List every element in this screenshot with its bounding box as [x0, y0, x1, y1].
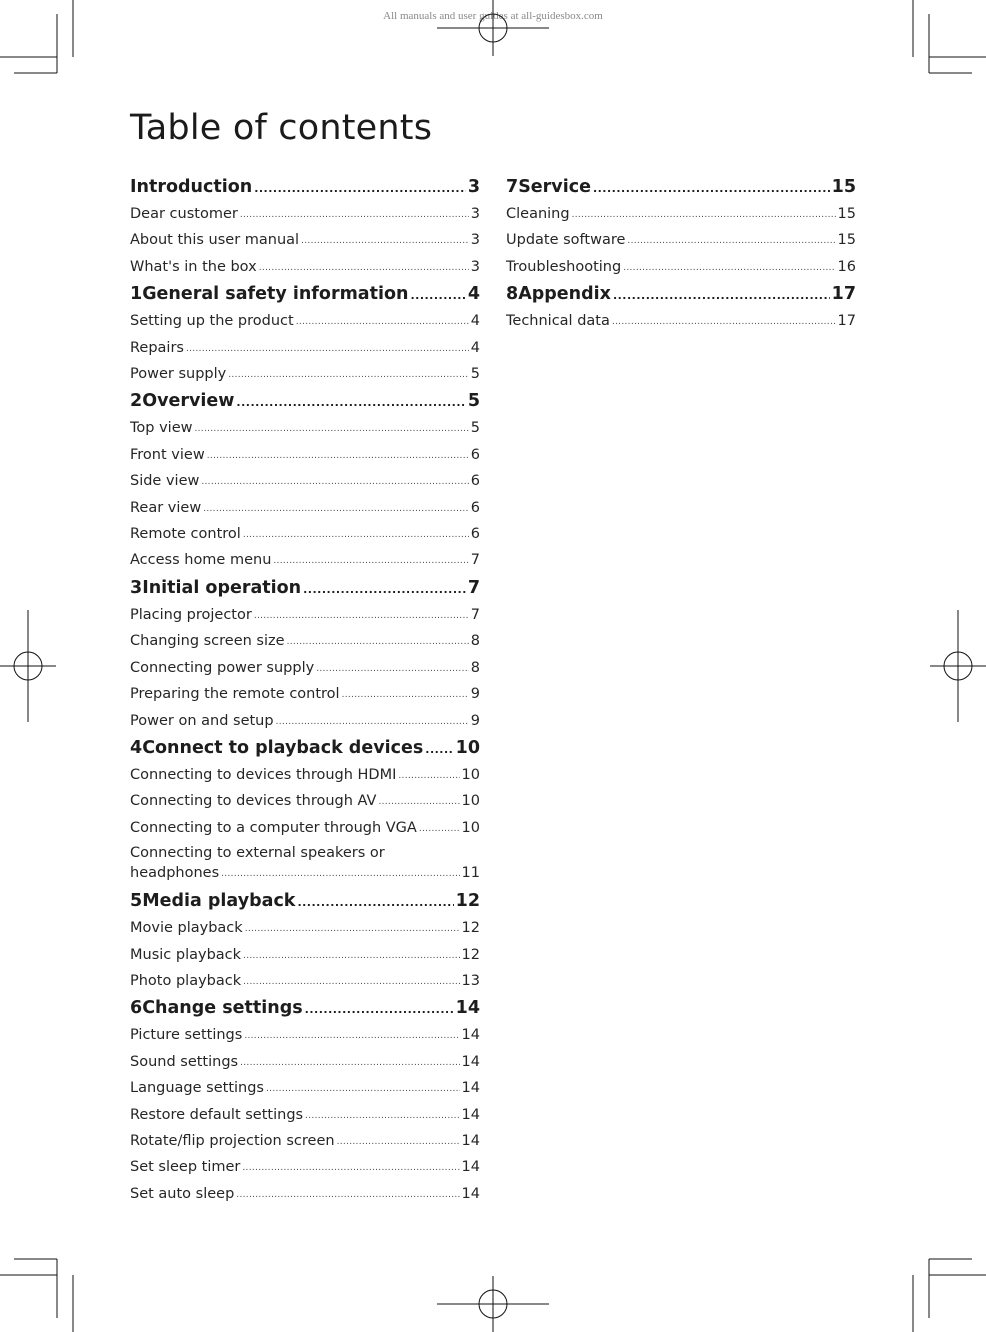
toc-page-number: 10 [455, 737, 480, 758]
dot-leader [342, 683, 469, 707]
section-number: 7 [506, 177, 519, 197]
dot-leader [337, 1130, 460, 1154]
toc-page-number: 10 [461, 793, 480, 810]
dot-leader [186, 337, 469, 361]
dot-leader [613, 283, 830, 309]
toc-entry-label: Cleaning [506, 206, 570, 222]
toc-right-column [506, 174, 856, 336]
toc-page-number: 3 [470, 206, 480, 222]
toc-entry-label: Power on and setup [130, 712, 274, 729]
toc-page-number: 4 [470, 339, 480, 356]
toc-entry-label: What's in the box [130, 258, 257, 275]
toc-page-number: 15 [831, 177, 856, 197]
toc-entry-label: Setting up the product [130, 313, 294, 330]
toc-entry-label: Restore default settings [130, 1106, 304, 1123]
toc-entry-label: Music playback [130, 946, 242, 963]
toc-entry-label: Troubleshooting [506, 258, 622, 275]
toc-entry-label-continued: headphones [130, 864, 220, 881]
toc-page-number: 8 [470, 633, 480, 650]
dot-leader [243, 970, 459, 994]
toc-page-number: 14 [461, 1185, 480, 1202]
toc-entry-label: Remote control [130, 526, 241, 543]
toc-entry[interactable] [506, 309, 856, 335]
toc-page-number: 14 [461, 1132, 480, 1149]
toc-entry-label: Sound settings [130, 1053, 239, 1070]
toc-section-heading[interactable] [130, 174, 480, 202]
toc-entry[interactable] [130, 548, 480, 574]
dot-leader [243, 523, 469, 547]
dot-leader [305, 997, 454, 1023]
dot-leader [623, 256, 835, 280]
toc-entry-label: Technical data [506, 313, 610, 330]
dot-leader [201, 470, 468, 494]
toc-entry[interactable] [130, 969, 480, 995]
dot-leader [221, 865, 459, 885]
toc-entry-label: Placing projector [130, 606, 252, 623]
toc-section-label: Introduction [130, 177, 253, 197]
toc-page-number: 14 [455, 998, 480, 1019]
dot-leader [244, 1024, 459, 1048]
toc-entry[interactable] [130, 1182, 480, 1208]
toc-page-number: 4 [467, 284, 480, 305]
toc-page-number: 14 [461, 1027, 480, 1044]
toc-entry[interactable] [130, 228, 480, 254]
toc-page-number: 6 [470, 499, 480, 516]
toc-page-number: 5 [467, 391, 480, 412]
toc-page-number: 7 [470, 606, 480, 623]
dot-leader [259, 256, 469, 280]
toc-entry[interactable] [130, 522, 480, 548]
toc-entry-line [130, 864, 480, 886]
toc-section-label: Change settings [142, 998, 303, 1019]
toc-page-number: 9 [470, 712, 480, 729]
toc-entry-label: Language settings [130, 1080, 264, 1097]
toc-page-number: 11 [461, 864, 480, 881]
toc-section-heading[interactable] [130, 888, 480, 916]
toc-entry-label: Access home menu [130, 552, 272, 569]
toc-page-number: 6 [470, 526, 480, 543]
toc-entry[interactable] [506, 202, 856, 228]
toc-entry-label: Picture settings [130, 1027, 243, 1044]
toc-section-heading[interactable] [130, 575, 480, 603]
toc-page-number: 9 [470, 686, 480, 703]
toc-left-column [130, 174, 480, 1208]
dot-leader [296, 310, 469, 334]
toc-page-number: 3 [470, 258, 480, 275]
toc-entry-label: Preparing the remote control [130, 686, 340, 703]
dot-leader [276, 710, 469, 734]
toc-entry[interactable] [506, 228, 856, 254]
toc-section-label: Media playback [142, 891, 296, 912]
toc-page-number: 12 [461, 946, 480, 963]
toc-entry[interactable] [130, 916, 480, 942]
toc-section-heading[interactable] [130, 995, 480, 1023]
toc-entry-label: Set auto sleep [130, 1185, 235, 1202]
dot-leader [245, 917, 460, 941]
toc-page-number: 10 [461, 766, 480, 783]
toc-entry[interactable] [130, 416, 480, 442]
dot-leader [593, 176, 830, 202]
toc-entry-label: Connecting to external speakers or [130, 845, 385, 862]
dot-leader [305, 1104, 459, 1128]
toc-entry[interactable] [130, 255, 480, 281]
toc-entry[interactable] [130, 1050, 480, 1076]
toc-page-number: 17 [831, 284, 856, 305]
dot-leader [627, 229, 835, 253]
toc-page-number: 8 [470, 659, 480, 676]
section-number: 1 [130, 284, 143, 305]
toc-entry[interactable] [130, 629, 480, 655]
toc-page-number: 5 [470, 420, 480, 437]
section-number: 3 [130, 577, 143, 598]
toc-entry-label: Repairs [130, 339, 184, 356]
toc-page-number: 13 [461, 972, 480, 989]
toc-entry-label: About this user manual [130, 232, 300, 249]
dot-leader [207, 444, 469, 468]
toc-entry-label: Update software [506, 232, 626, 249]
dot-leader [236, 390, 465, 416]
toc-entry-label: Dear customer [130, 206, 238, 222]
dot-leader [228, 363, 469, 387]
toc-page-number: 7 [470, 552, 480, 569]
toc-page-number: 16 [837, 258, 856, 275]
toc-section-heading[interactable] [130, 735, 480, 763]
toc-entry[interactable] [130, 842, 480, 888]
toc-page-number: 4 [470, 313, 480, 330]
toc-section-label: Initial operation [142, 577, 302, 598]
toc-section-heading[interactable] [130, 281, 480, 309]
toc-entry[interactable] [130, 443, 480, 469]
toc-entry-label: Connecting to devices through HDMI [130, 766, 397, 783]
toc-page-number: 14 [461, 1159, 480, 1176]
toc-entry[interactable] [130, 362, 480, 388]
toc-entry-label: Set sleep timer [130, 1159, 241, 1176]
toc-entry-label: Changing screen size [130, 633, 285, 650]
toc-page-number: 17 [837, 313, 856, 330]
toc-entry-label: Connecting power supply [130, 659, 315, 676]
dot-leader [398, 764, 459, 788]
toc-entry[interactable] [130, 763, 480, 789]
dot-leader [254, 604, 469, 628]
dot-leader [266, 1077, 460, 1101]
dot-leader [419, 817, 460, 841]
toc-page-number: 15 [837, 232, 856, 249]
toc-page-number: 6 [470, 446, 480, 463]
toc-entry-label: Connecting to devices through AV [130, 793, 377, 810]
toc-entry[interactable] [130, 1129, 480, 1155]
dot-leader [273, 549, 468, 573]
toc-entry[interactable] [130, 1103, 480, 1129]
toc-entry[interactable] [130, 603, 480, 629]
dot-leader [240, 203, 469, 227]
toc-page-number: 14 [461, 1106, 480, 1123]
dot-leader [203, 497, 469, 521]
toc-entry[interactable] [130, 816, 480, 842]
toc-entry[interactable] [130, 709, 480, 735]
toc-entry[interactable] [130, 309, 480, 335]
section-number: 5 [130, 891, 143, 912]
toc-entry[interactable] [130, 1023, 480, 1049]
toc-page-number: 14 [461, 1080, 480, 1097]
toc-entry[interactable] [130, 1076, 480, 1102]
dot-leader [301, 229, 469, 253]
toc-entry[interactable] [130, 1155, 480, 1181]
toc-page-number: 7 [467, 577, 480, 598]
toc-section-heading[interactable] [506, 281, 856, 309]
toc-page-number: 6 [470, 473, 480, 490]
toc-entry[interactable] [130, 336, 480, 362]
toc-section-heading[interactable] [506, 174, 856, 202]
toc-entry-label: Rear view [130, 499, 202, 516]
toc-entry-label: Top view [130, 420, 193, 437]
toc-page-number: 15 [837, 206, 856, 222]
toc-entry[interactable] [130, 789, 480, 815]
toc-entry[interactable] [130, 496, 480, 522]
dot-leader [572, 203, 836, 227]
toc-section-label: General safety information [142, 284, 409, 305]
toc-entry[interactable] [130, 469, 480, 495]
section-number: 2 [130, 391, 143, 412]
dot-leader [243, 944, 460, 968]
toc-entry-label: Movie playback [130, 920, 243, 937]
section-number: 4 [130, 737, 143, 758]
toc-entry-label: Power supply [130, 366, 227, 383]
toc-entry[interactable] [130, 202, 480, 228]
watermark: All manuals and user guides at all-guidesbox.com [383, 10, 603, 22]
dot-leader [378, 790, 459, 814]
dot-leader [194, 417, 468, 441]
dot-leader [425, 737, 453, 763]
toc-entry-label: Side view [130, 473, 200, 490]
section-number: 6 [130, 998, 143, 1019]
toc-page-number: 14 [461, 1053, 480, 1070]
section-number: 8 [506, 284, 519, 305]
toc-page-number: 3 [467, 177, 480, 197]
toc-section-label: Service [518, 177, 591, 197]
toc-section-label: Appendix [518, 284, 611, 305]
toc-entry[interactable] [130, 682, 480, 708]
toc-page-number: 3 [470, 232, 480, 249]
toc-entry-label: Photo playback [130, 972, 242, 989]
toc-section-label: Connect to playback devices [142, 737, 424, 758]
toc-entry[interactable] [130, 656, 480, 682]
toc-page-number: 12 [461, 920, 480, 937]
dot-leader [410, 283, 465, 309]
toc-page-number: 10 [461, 819, 480, 836]
dot-leader [254, 176, 466, 202]
dot-leader [612, 310, 836, 334]
toc-entry[interactable] [506, 255, 856, 281]
dot-leader [316, 657, 469, 681]
dot-leader [303, 577, 466, 603]
toc-page-number: 12 [455, 891, 480, 912]
dot-leader [236, 1183, 459, 1207]
dot-leader [297, 890, 453, 916]
toc-section-label: Overview [142, 391, 235, 412]
dot-leader [242, 1156, 459, 1180]
toc-entry-label: Connecting to a computer through VGA [130, 819, 417, 836]
toc-section-heading[interactable] [130, 388, 480, 416]
page-title: Table of contents [130, 108, 433, 148]
dot-leader [240, 1051, 459, 1075]
toc-entry-label: Rotate/flip projection screen [130, 1132, 335, 1149]
toc-entry-label: Front view [130, 446, 205, 463]
toc-entry[interactable] [130, 943, 480, 969]
dot-leader [287, 630, 469, 654]
toc-page-number: 5 [470, 366, 480, 383]
